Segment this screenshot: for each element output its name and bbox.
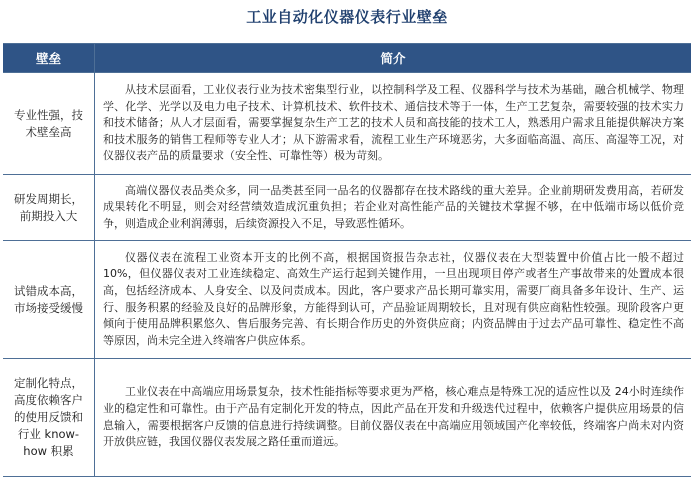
table-row [3, 358, 691, 476]
barrier-cell: 专业性强，技术壁垒高 [3, 73, 95, 174]
description-text: 工业仪表在中高端应用场景复杂，技术性能指标等要求更为严格，核心难点是特殊工况的适应性以及 24小时连续作业的稳定性和可靠性。由于产品有定制化开发的特点，因此产品在开发和升级迭代过程中，依赖客户提供应用场景的信息输入，需要根据客户反馈的信息进行持续调整。目前仪器仪表在中高端应用领域国产化率较低，终端客户尚未对内资开放供应链，我国仪器仪表发展之路任重而道远。 [103, 385, 684, 449]
description-cell [95, 241, 691, 358]
description-text: 仪器仪表在流程工业资本开支的比例不高，根据国资报告杂志社，仪器仪表在大型装置中价值占比一般不超过10%，但仪器仪表对工业连续稳定、高效生产运行起到关键作用，一旦出现项目停产或者生产事故带来的处置成本很高，包括经济成本、人身安全、以及问责成本。因此，客户要求产品长期可靠实用，需要厂商具备多年设计、生产、运行、服务积累的经验及良好的品牌形象，方能得到认可，产品验证周期较长，且对现有供应商粘性较强。现阶段客户更倾向于使用品牌积累悠久、售后服务完善、有长期合作历史的外资供应商；内资品牌由于过去产品可靠性、稳定性不高等原因，尚未完全进入终端客户供应体系。 [103, 250, 684, 347]
description-text: 从技术层面看，工业仪表行业为技术密集型行业，以控制科学及工程、仪器科学与技术为基础，融合机械学、物理学、化学、光学以及电力电子技术、计算机技术、软件技术、通信技术等于一体，生产工艺复杂，需要较强的技术实力和技术储备；从人才层面看，需要掌握复杂生产工艺的技术人员和高技能的技术工人，熟悉用户需求且能提供解决方案和技术服务的销售工程师等专业人才；从下游需求看，流程工业生产环境恶劣，大多面临高温、高压、高湿等工况，对仪器仪表产品的质量要求（安全性、可靠性等）极为苛刻。 [103, 83, 684, 163]
header-description: 简介 [380, 51, 406, 66]
table-row [3, 72, 691, 174]
description-cell [95, 73, 691, 174]
table-row [3, 174, 691, 240]
table-header-row [3, 44, 691, 72]
barrier-table [3, 43, 691, 477]
barrier-cell: 试错成本高，市场接受缓慢 [3, 241, 95, 358]
barrier-cell: 定制化特点，高度依赖客户的使用反馈和行业 know-how 积累 [3, 359, 95, 476]
barrier-cell: 研发周期长，前期投入大 [3, 175, 95, 240]
header-barrier: 壁垒 [3, 44, 95, 72]
description-cell [95, 175, 691, 240]
description-cell [95, 359, 691, 476]
table-row [3, 240, 691, 358]
description-text: 高端仪器仪表品类众多，同一品类甚至同一品名的仪器都存在技术路线的重大差异。企业前期研发费用高，若研发成果转化不明显，则会对经营绩效造成沉重负担；若企业对高性能产品的关键技术掌握不够，在中低端市场以低价竞争，则造成企业利润薄弱，后续资源投入不足，导致恶性循环。 [103, 183, 684, 230]
page-title: 工业自动化仪器仪表行业壁垒 [246, 8, 448, 26]
